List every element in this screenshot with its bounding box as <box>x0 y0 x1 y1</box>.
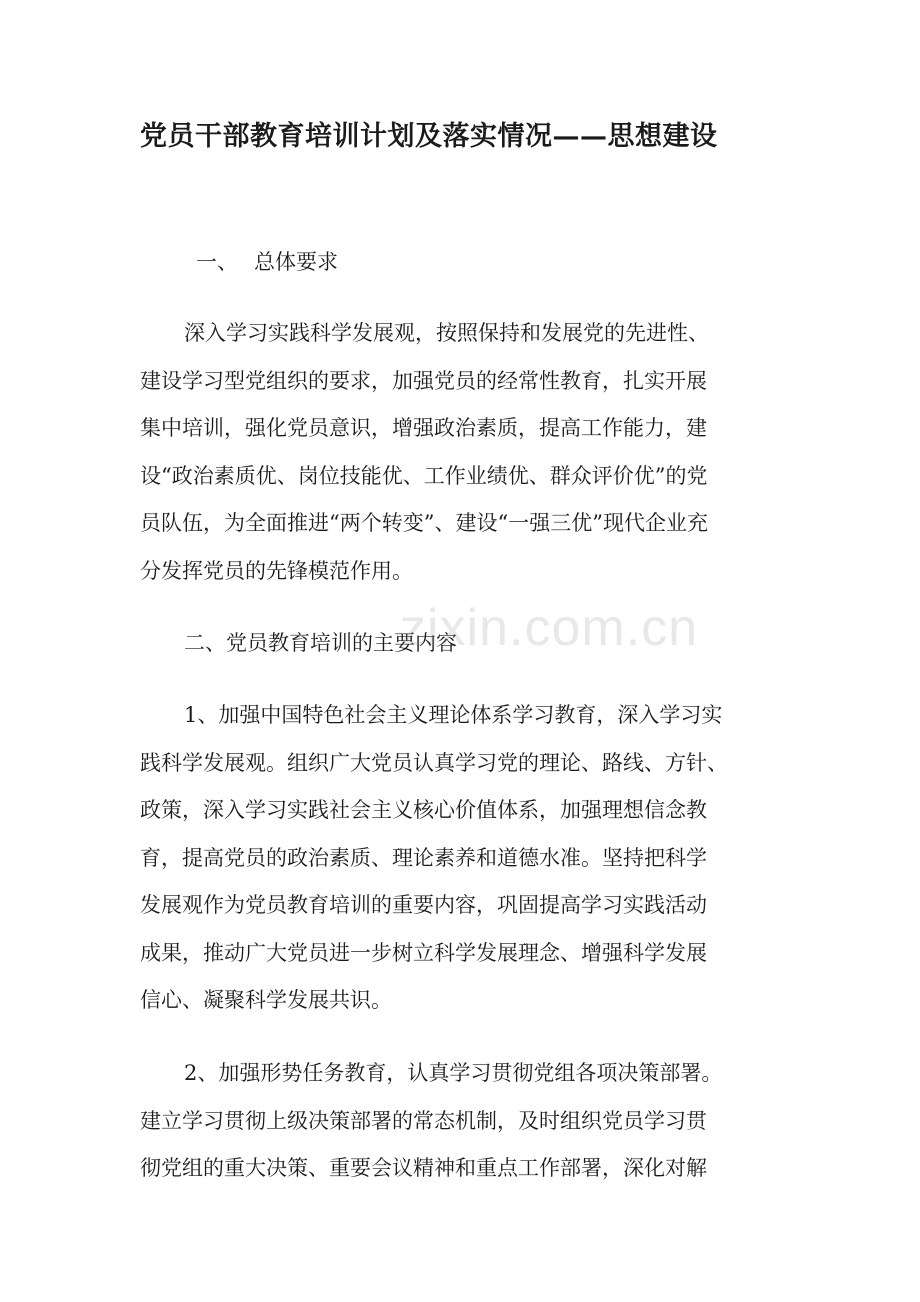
section-heading-text: 二、党员教育培训的主要内容 <box>184 631 457 655</box>
paragraph-line: 集中培训，强化党员意识，增强政治素质，提高工作能力，建 <box>140 416 707 440</box>
section-heading-text: 总体要求 <box>254 250 338 274</box>
paragraph-item-2 <box>140 1050 780 1193</box>
paragraph-line: 发展观作为党员教育培训的重要内容，巩固提高学习实践活动 <box>140 893 707 917</box>
paragraph-line: 1、加强中国特色社会主义理论体系学习教育，深入学习实 <box>184 703 723 727</box>
watermark: zixin.com.cn <box>400 599 699 657</box>
paragraph-line: 深入学习实践科学发展观，按照保持和发展党的先进性、 <box>184 321 709 345</box>
paragraph-line: 建设学习型党组织的要求，加强党员的经常性教育，扎实开展 <box>140 368 707 393</box>
paragraph-line: 信心、凝聚科学发展共识。 <box>140 988 392 1012</box>
section-heading-main-content <box>140 620 780 668</box>
section-heading-general-requirements <box>196 238 338 286</box>
paragraph-line: 2、加强形势任务教育，认真学习贯彻党组各项决策部署。 <box>184 1061 723 1085</box>
document-title: 党员干部教育培训计划及落实情况——思想建设 <box>140 121 718 152</box>
paragraph-line: 彻党组的重大决策、重要会议精神和重点工作部署，深化对解 <box>140 1156 707 1180</box>
paragraph-item-1 <box>140 692 780 1025</box>
paragraph-line: 育，提高党员的政治素质、理论素养和道德水准。坚持把科学 <box>140 845 707 870</box>
section-number: 一、 <box>196 250 238 274</box>
paragraph-line: 分发挥党员的先锋模范作用。 <box>140 558 413 583</box>
paragraph-line: 政策，深入学习实践社会主义核心价值体系，加强理想信念教 <box>140 798 707 822</box>
paragraph-line: 建立学习贯彻上级决策部署的常态机制，及时组织党员学习贯 <box>140 1108 707 1133</box>
paragraph-line: 员队伍，为全面推进“两个转变”、建设“一强三优”现代企业充 <box>140 511 708 535</box>
paragraph-line: 设“政治素质优、岗位技能优、工作业绩优、群众评价优”的党 <box>140 463 708 488</box>
paragraph-line: 成果，推动广大党员进一步树立科学发展理念、增强科学发展 <box>140 940 707 965</box>
paragraph-line: 践科学发展观。组织广大党员认真学习党的理论、路线、方针、 <box>140 750 728 775</box>
paragraph-general-requirements <box>140 310 780 595</box>
